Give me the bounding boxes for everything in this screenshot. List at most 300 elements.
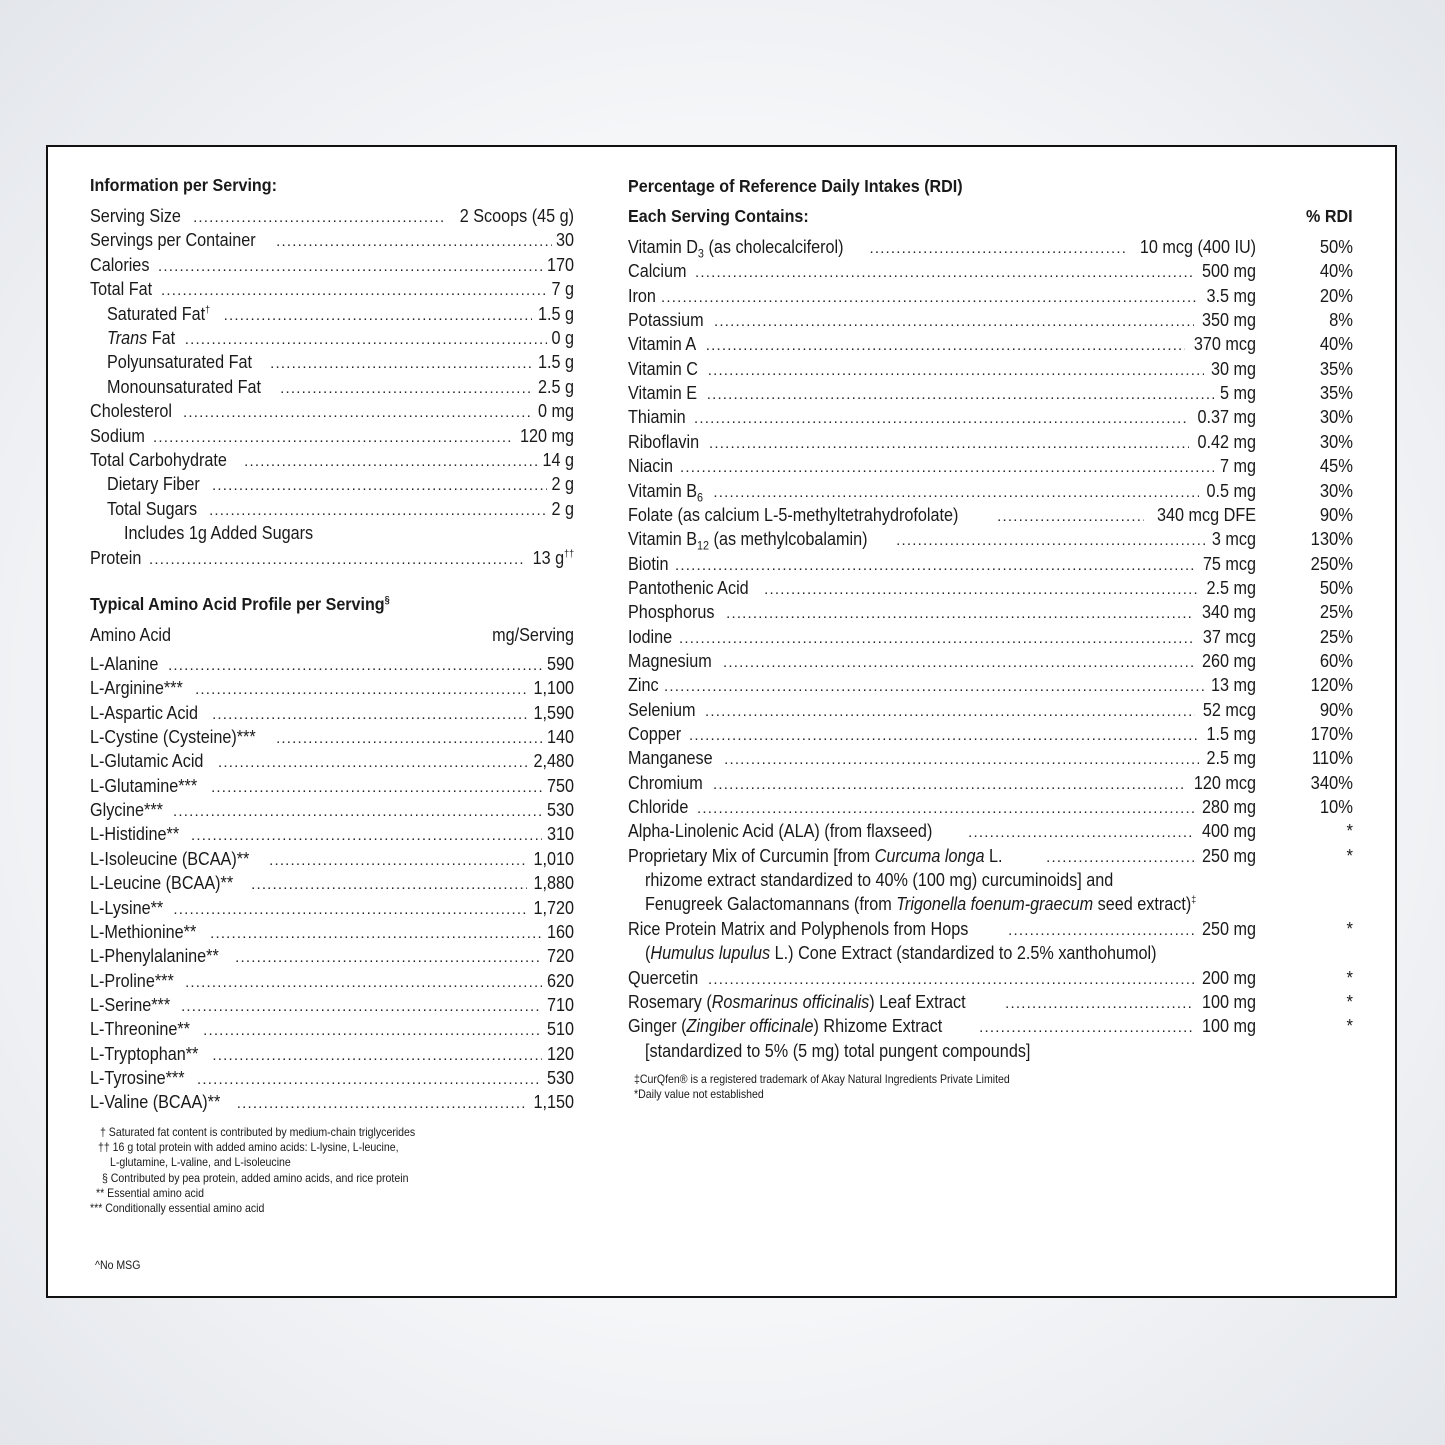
leader-dots [209,499,547,523]
row-value: 510 [546,1019,574,1040]
leader-dots [997,505,1144,529]
rdi-percent: 170% [1310,724,1353,744]
leader-dots [181,995,542,1019]
row-value: 2,480 [533,751,574,772]
rdi-row [628,308,1256,332]
row-label: Servings per Container [90,230,256,251]
row-label: L-Valine (BCAA)** [90,1092,221,1113]
info-row [90,399,574,423]
rdi-row [628,259,1256,283]
row-label: Chloride [628,797,689,818]
leader-dots [158,255,542,279]
leader-dots [708,359,1204,383]
row-value: 13 mg [1210,675,1256,696]
leader-dots [235,946,542,970]
rdi-percent: 30% [1319,480,1353,501]
leader-dots [195,678,527,702]
row-value: 0.5 mg [1206,480,1256,501]
row-value: 1,100 [533,678,574,699]
row-value: 120 mcg [1193,772,1256,793]
footnote: ** Essential amino acid [96,1186,205,1200]
row-label: Magnesium [628,650,712,671]
row-label: Polyunsaturated Fat [107,352,252,373]
info-row [107,350,574,374]
rdi-percent: 35% [1319,358,1353,379]
rdi-percent: 60% [1319,650,1353,671]
rdi-percent: 35% [1319,383,1353,404]
row-label: Iodine [628,626,673,647]
row-label: Protein [90,547,142,568]
row-label: Total Carbohydrate [90,450,227,470]
row-label: Rosemary (Rosmarinus officinalis) Leaf Extract [628,991,966,1012]
rdi-percent: 30% [1319,407,1353,428]
leader-dots [224,304,532,328]
row-label: Glycine*** [90,800,163,821]
row-value: 3.5 mg [1206,285,1256,306]
rdi-row [628,819,1256,843]
rdi-row-continued: Fenugreek Galactomannans (from Trigonella foenum-graecum seed extract)‡ [645,894,1197,915]
leader-dots [269,849,527,873]
row-label: Iron [628,285,656,306]
rdi-row [628,1014,1256,1038]
row-value: 620 [546,970,574,991]
leader-dots [237,1092,527,1116]
row-label: L-Threonine** [90,1019,190,1040]
row-label: L-Proline*** [90,970,174,991]
leader-dots [713,773,1185,797]
leader-dots [661,286,1199,310]
row-value: 400 mg [1201,821,1256,842]
row-value: 500 mg [1201,261,1256,282]
row-value: 75 mcg [1202,553,1256,574]
rdi-row [628,454,1256,478]
rdi-percent: 40% [1319,334,1353,355]
amino-row [90,993,574,1017]
row-label: Chromium [628,772,703,793]
row-label: Ginger (Zingiber officinale) Rhizome Extract [628,1016,943,1037]
leader-dots [689,724,1199,748]
row-label: Vitamin A [628,334,697,355]
row-label: Manganese [628,748,713,769]
row-value: 2.5 mg [1206,748,1256,769]
row-value: 340 mg [1201,602,1256,623]
info-title: Information per Serving: [90,175,277,195]
row-value: 2.5 g [537,376,574,397]
rdi-footnote: ‡CurQfen® is a registered trademark of Akay Natural Ingredients Private Limited [634,1072,1010,1086]
leader-dots [185,971,542,995]
info-row [90,546,574,570]
rdi-percent: 25% [1319,602,1353,623]
leader-dots [979,1016,1194,1040]
row-value: 52 mcg [1202,699,1256,720]
rdi-percent: 50% [1319,577,1353,598]
rdi-percent: 8% [1329,310,1353,331]
leader-dots [161,279,547,303]
amino-row [90,1042,574,1066]
row-value: 100 mg [1201,991,1256,1012]
row-value: 530 [546,800,574,821]
row-label: Calcium [628,261,687,282]
rdi-row [628,746,1256,770]
row-label: Proprietary Mix of Curcumin [from Curcuma longa L. [628,845,1003,866]
row-label: Copper [628,724,682,744]
row-label: Rice Protein Matrix and Polyphenols from Hops [628,918,969,939]
row-label: Vitamin $B_{12}$ (as methylcobalamin) [628,529,868,553]
rdi-percent: 110% [1311,748,1353,769]
leader-dots [723,651,1194,675]
leader-dots [276,727,542,751]
leader-dots [968,821,1194,845]
info-row [107,326,574,350]
row-value: 1,880 [533,873,574,894]
row-value: 30 mg [1210,358,1256,379]
leader-dots [1005,992,1194,1016]
amino-row [90,676,574,700]
amino-row [90,871,574,895]
row-value: 13 g†† [532,547,574,568]
rdi-row [628,966,1256,990]
rdi-row [628,357,1256,381]
rdi-row [628,698,1256,722]
row-label: L-Arginine*** [90,678,183,699]
row-value: 0 g [551,328,574,348]
leader-dots [197,1068,542,1092]
row-label: L-Histidine** [90,824,180,845]
row-value: 120 [546,1043,574,1064]
leader-dots [709,432,1189,456]
row-label: L-Alanine [90,654,159,674]
rdi-row [628,722,1256,746]
row-label: Vitamin $D_3$ (as cholecalciferol) [628,237,844,261]
leader-dots [270,352,532,376]
leader-dots [724,748,1199,772]
row-value: 340 mcg DFE [1156,504,1256,525]
row-label: Vitamin E [628,383,698,404]
rdi-row [628,917,1256,941]
rdi-percent: 90% [1319,699,1353,720]
row-value: 530 [546,1067,574,1088]
row-label: Serving Size [90,206,181,226]
amino-row [90,1090,574,1114]
amino-row [90,896,574,920]
info-row [90,204,574,228]
row-value: 7 mg [1219,456,1256,477]
leader-dots [664,675,1204,699]
rdi-row [628,332,1256,356]
leader-dots [896,529,1205,553]
amino-row [90,944,574,968]
amino-row [90,822,574,846]
rdi-percent: 45% [1319,456,1353,477]
row-value: 3 mcg [1211,529,1256,550]
rdi-percent: 50% [1319,237,1353,257]
rdi-row [628,552,1256,576]
leader-dots [1008,919,1194,943]
row-value: 250 mg [1201,918,1256,939]
row-value: 30 [555,230,574,251]
row-value: 2 Scoops (45 g) [459,206,574,226]
row-value: 310 [546,824,574,845]
row-value: 14 g [542,450,574,470]
row-label: Quercetin [628,967,699,988]
rdi-percent: * [1346,991,1353,1012]
leader-dots [173,898,527,922]
rdi-row [628,600,1256,624]
row-label: L-Aspartic Acid [90,702,199,723]
info-row [90,253,574,277]
row-value: 260 mg [1201,650,1256,671]
rdi-percent: * [1346,918,1353,939]
leader-dots [251,873,527,897]
row-label: Phosphorus [628,602,715,623]
row-label: L-Glutamic Acid [90,751,204,772]
leader-dots [193,206,445,230]
rdi-row [628,795,1256,819]
info-row [90,424,574,448]
leader-dots [706,334,1185,358]
row-label: Total Fat [90,279,153,300]
info-row [107,497,574,521]
rdi-row [628,673,1256,697]
rdi-row [628,479,1256,503]
row-value: 120 mg [519,425,574,446]
row-value: 1,720 [533,897,574,918]
leader-dots [244,450,537,474]
row-label: Alpha-Linolenic Acid (ALA) (from flaxseed) [628,821,933,842]
rdi-row-continued: (Humulus lupulus L.) Cone Extract (standardized to 2.5% xanthohumol) [645,943,1157,964]
row-value: 140 [546,727,574,748]
rdi-percent: 25% [1319,626,1353,647]
amino-row [90,847,574,871]
row-label: Vitamin $B_6$ [628,480,704,505]
row-label: Saturated Fat† [107,303,211,324]
row-value: 750 [546,775,574,796]
row-value: 590 [546,654,574,674]
footnote: § Contributed by pea protein, added amino acids, and rice protein [102,1171,409,1185]
footnote: L-glutamine, L-valine, and L-isoleucine [110,1155,291,1169]
rdi-percent: * [1346,845,1353,866]
leader-dots [211,776,542,800]
leader-dots [191,824,542,848]
amino-row [90,1017,574,1041]
rdi-title: Percentage of Reference Daily Intakes (RDI) [628,176,963,196]
rdi-row [628,990,1256,1014]
row-value: 1,590 [533,702,574,723]
row-value: 0 mg [537,401,574,422]
row-label: Vitamin C [628,358,698,379]
amino-row [90,725,574,749]
rdi-row [628,625,1256,649]
rdi-row [628,405,1256,429]
leader-dots [869,237,1124,261]
leader-dots [276,230,552,254]
info-row [107,472,574,496]
row-value: 720 [546,946,574,967]
row-label: Dietary Fiber [107,474,200,495]
each-serving-label: Each Serving Contains: [628,206,809,226]
rdi-row [628,771,1256,795]
footnote: † Saturated fat content is contributed by medium-chain triglycerides [100,1125,416,1139]
row-value: 100 mg [1201,1016,1256,1037]
row-label: Calories [90,254,150,275]
rdi-percent: 250% [1310,553,1353,574]
row-label: Biotin [628,553,669,574]
row-label: Potassium [628,310,704,331]
row-value: 2.5 mg [1206,577,1256,598]
leader-dots [680,456,1214,480]
row-label: L-Isoleucine (BCAA)** [90,848,250,869]
row-label: L-Leucine (BCAA)** [90,873,234,894]
row-label: Niacin [628,456,674,477]
row-label: Trans Fat [107,328,176,348]
row-label: Cholesterol [90,401,172,422]
row-value: 2 g [551,498,574,519]
row-label: L-Serine*** [90,994,171,1015]
row-label: Selenium [628,699,696,720]
row-label: L-Tryptophan** [90,1043,199,1064]
leader-dots [212,474,547,498]
leader-dots [168,654,542,678]
row-value: 37 mcg [1202,626,1256,647]
leader-dots [695,261,1194,285]
no-msg-note: ^No MSG [95,1258,141,1272]
amino-row [90,701,574,725]
footnote: †† 16 g total protein with added amino acids: L-lysine, L-leucine, [98,1140,399,1154]
row-label: L-Glutamine*** [90,775,198,796]
leader-dots [707,383,1214,407]
amino-row [90,774,574,798]
row-value: 0.42 mg [1197,431,1256,452]
rdi-percent: 40% [1319,261,1353,282]
row-value: 1.5 g [537,303,574,324]
amino-header [90,623,574,647]
rdi-percent: * [1346,967,1353,988]
row-label: Thiamin [628,407,686,428]
row-label: L-Phenylalanine** [90,946,219,967]
rdi-row [628,503,1256,527]
row-value: 250 mg [1201,845,1256,866]
leader-dots [210,922,542,946]
row-value: 710 [546,994,574,1015]
leader-dots [212,703,527,727]
rdi-row [628,844,1256,868]
row-label: Zinc [628,675,659,696]
rdi-percent: * [1346,821,1353,842]
leader-dots [173,800,542,824]
leader-dots [675,554,1195,578]
row-value: 170 [546,254,574,275]
leader-dots [679,627,1195,651]
rdi-row [628,649,1256,673]
leader-dots [697,797,1194,821]
leader-dots [218,751,527,775]
row-label: L-Methionine** [90,921,197,942]
info-row [107,375,574,399]
leader-dots [153,426,512,450]
row-value: 370 mcg [1193,334,1256,355]
rdi-row [628,576,1256,600]
rdi-row [628,284,1256,308]
rdi-percent: 340% [1310,772,1353,793]
footnote: *** Conditionally essential amino acid [90,1201,265,1215]
rdi-percent: 30% [1319,431,1353,452]
leader-dots [185,328,547,352]
leader-dots [726,602,1194,626]
leader-dots [713,481,1199,505]
leader-dots [694,407,1189,431]
row-label: Pantothenic Acid [628,577,749,598]
row-value: 0.37 mg [1197,407,1256,428]
amino-title: Typical Amino Acid Profile per Serving§ [90,594,390,614]
leader-dots [708,968,1194,992]
rdi-row [628,381,1256,405]
row-value: 7 g [551,279,574,300]
rdi-row [628,527,1256,551]
row-label: L-Cystine (Cysteine)*** [90,727,256,748]
leader-dots [705,700,1195,724]
rdi-percent: 120% [1310,675,1353,696]
rdi-row [628,430,1256,454]
rdi-footnote: *Daily value not established [634,1087,764,1101]
amino-row [90,798,574,822]
leader-dots [149,548,526,572]
info-row [107,302,574,326]
info-row: Includes 1g Added Sugars [124,523,314,544]
leader-dots [280,377,532,401]
leader-dots [1046,846,1194,870]
rdi-percent: * [1346,1016,1353,1037]
row-value: 200 mg [1201,967,1256,988]
rdi-row-continued: [standardized to 5% (5 mg) total pungent compounds] [645,1040,1031,1061]
leader-dots [764,578,1199,602]
rdi-percent: 10% [1319,797,1353,818]
amino-row [90,1066,574,1090]
row-value: 2 g [551,474,574,495]
row-value: 10 mcg (400 IU) [1139,237,1256,257]
leader-dots [183,401,532,425]
amino-row [90,652,574,676]
rdi-percent: 20% [1319,285,1353,306]
amino-header-right: mg/Serving [492,625,574,645]
info-row [90,228,574,252]
row-label: L-Lysine** [90,897,164,918]
rdi-percent: 90% [1319,504,1353,525]
row-label: Total Sugars [107,498,198,519]
amino-row [90,749,574,773]
amino-row [90,969,574,993]
row-label: Sodium [90,425,145,446]
row-value: 5 mg [1219,383,1256,404]
row-value: 1.5 g [537,352,574,373]
info-row [90,448,574,472]
rdi-row-continued: rhizome extract standardized to 40% (100 mg) curcuminoids] and [645,870,1114,891]
pct-header: % RDI [1306,206,1353,226]
row-label: L-Tyrosine*** [90,1067,185,1088]
row-value: 1,010 [533,848,574,869]
row-label: Riboflavin [628,431,700,452]
info-row [90,277,574,301]
supplement-facts-panel [46,145,1397,1298]
amino-row [90,920,574,944]
row-label: Monounsaturated Fat [107,376,261,397]
rdi-row [628,235,1256,259]
row-label: Folate (as calcium L-5-methyltetrahydrofolate) [628,504,959,525]
row-value: 1.5 mg [1206,724,1256,744]
leader-dots [212,1044,542,1068]
leader-dots [714,310,1194,334]
row-value: 1,150 [533,1092,574,1113]
row-value: 280 mg [1201,797,1256,818]
